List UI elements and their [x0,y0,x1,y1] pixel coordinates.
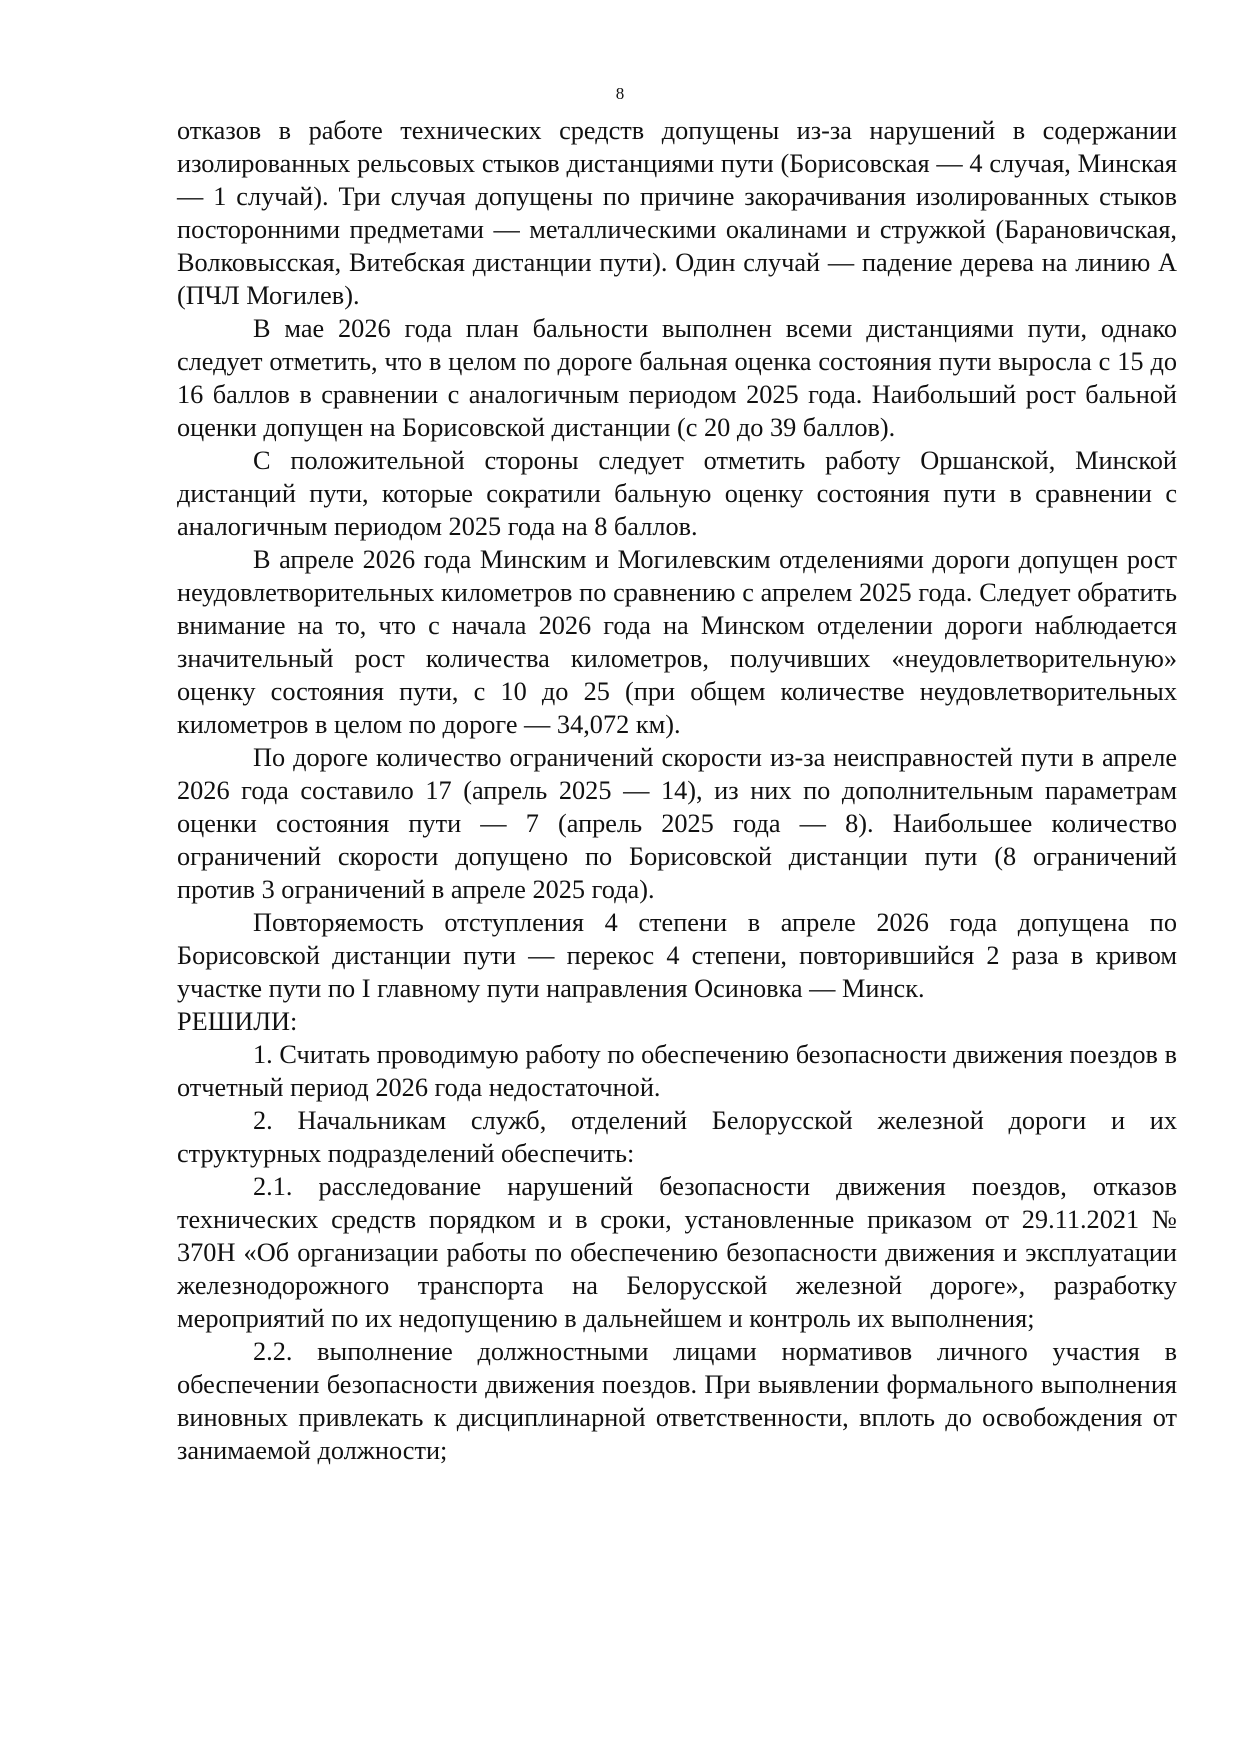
page-number: 8 [615,84,625,103]
paragraph-unsatisfactory-km: В апреле 2026 года Минским и Могилевским отделениями дороги допущен рост неудовлетворительных километров по сравнению с апрелем 2025 года. Следует обратить внимание на то, что с начала 2026 года на Минском отделении дороги наблюдается значительный рост количества километров, получивших «неудовлетворительную» оценку состояния пути, с 10 до 25 (при общем количестве неудовлетворительных километров в целом по дороге — 34,072 км). [177,545,1177,739]
paragraph-ballnost-may: В мае 2026 года план бальности выполнен всеми дистанциями пути, однако следует отметить, что в целом по дороге бальная оценка состояния пути выросла с 15 до 16 баллов в сравнении с аналогичным периодом 2025 года. Наибольший рост бальной оценки допущен на Борисовской дистанции (с 20 до 39 баллов). [177,314,1177,442]
decision-item-2-2: 2.2. выполнение должностными лицами нормативов личного участия в обеспечении безопасности движения поездов. При выявлении формального выполнения виновных привлекать к дисциплинарной ответственности, вплоть до освобождения от занимаемой должности; [177,1337,1177,1465]
paragraph-continuation: отказов в работе технических средств допущены из-за нарушений в содержании изолированных рельсовых стыков дистанциями пути (Борисовская — 4 случая, Минская — 1 случай). Три случая допущены по причине закорачивания изолированных стыков посторонними предметами — металлическими окалинами и стружкой (Барановичская, Волковысская, Витебская дистанции пути). Один случай — падение дерева на линию А (ПЧЛ Могилев). [177,116,1177,310]
decision-heading: РЕШИЛИ: [177,1007,298,1036]
paragraph-repeatability: Повторяемость отступления 4 степени в апреле 2026 года допущена по Борисовской дистанции пути — перекос 4 степени, повторившийся 2 раза в кривом участке пути по I главному пути направления Осиновка — Минск. [177,908,1177,1003]
decision-item-2: 2. Начальникам служб, отделений Белорусской железной дороги и их структурных подразделений обеспечить: [177,1106,1177,1168]
document-body [177,114,1177,1467]
paragraph-speed-restrictions: По дороге количество ограничений скорости из-за неисправностей пути в апреле 2026 года составило 17 (апрель 2025 — 14), из них по дополнительным параметрам оценки состояния пути — 7 (апрель 2025 года — 8). Наибольшее количество ограничений скорости допущено по Борисовской дистанции пути (8 ограничений против 3 ограничений в апреле 2025 года). [177,743,1177,904]
paragraph-positive-side: С положительной стороны следует отметить работу Оршанской, Минской дистанций пути, которые сократили бальную оценку состояния пути в сравнении с аналогичным периодом 2025 года на 8 баллов. [177,446,1177,541]
decision-item-1: 1. Считать проводимую работу по обеспечению безопасности движения поездов в отчетный период 2026 года недостаточной. [177,1040,1177,1102]
decision-item-2-1: 2.1. расследование нарушений безопасности движения поездов, отказов технических средств порядком и в сроки, установленные приказом от 29.11.2021 № 370Н «Об организации работы по обеспечению безопасности движения и эксплуатации железнодорожного транспорта на Белорусской железной дороге», разработку мероприятий по их недопущению в дальнейшем и контроль их выполнения; [177,1172,1177,1333]
